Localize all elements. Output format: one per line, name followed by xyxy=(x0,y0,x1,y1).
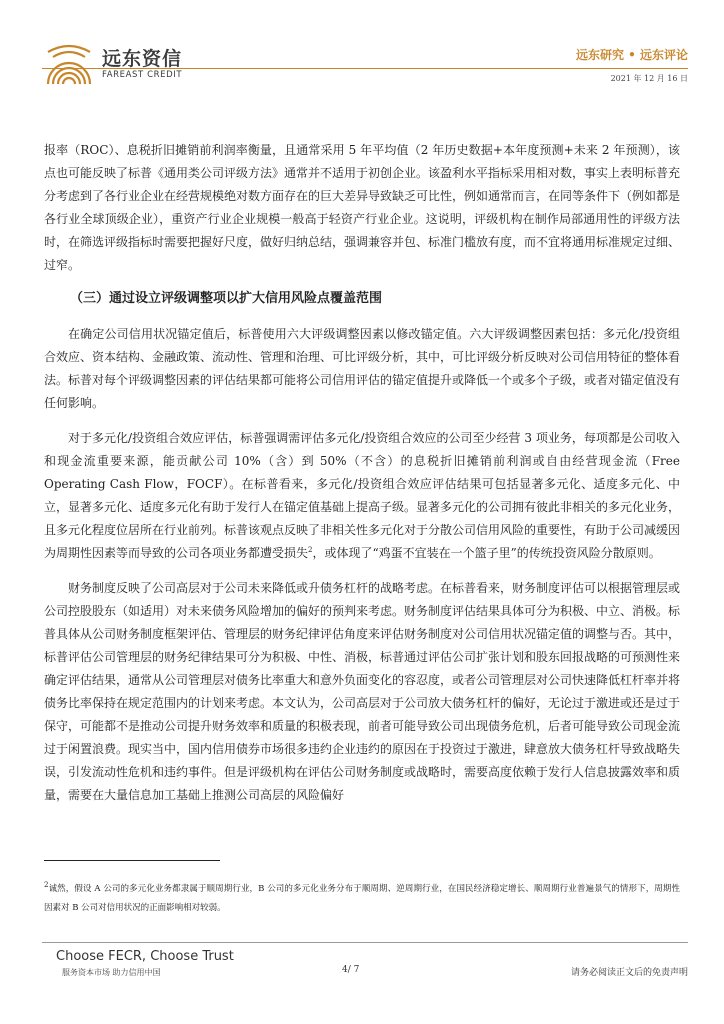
company-logo xyxy=(44,40,204,88)
page-number: 4/ 7 xyxy=(342,965,360,975)
body-paragraph-3-text-b: ，或体现了“鸡蛋不宜装在一个篮子里”的传统投资风险分散原则。 xyxy=(312,546,661,560)
footnote-text: 诚然，假设 A 公司的多元化业务都隶属于顺周期行业，B 公司的多元化业务分布于顺周期、逆周期行业，在国民经济稳定增长、顺周期行业普遍景气的情形下，周期性因素对 B 公司对信用状况的正面影响相对较弱。 xyxy=(44,884,680,913)
footer-subtitle: 服务资本市场 助力信用中国 xyxy=(62,968,161,977)
footer-divider xyxy=(42,942,688,943)
footnote-divider xyxy=(44,860,220,861)
main-content xyxy=(44,139,680,819)
page-header xyxy=(0,0,724,104)
footer-slogan: Choose FECR, Choose Trust xyxy=(56,949,234,964)
report-series: 远东研究 • 远东评论 xyxy=(575,48,688,62)
body-paragraph-3-text-a: 对于多元化/投资组合效应评估，标普强调需评估多元化/投资组合效应的公司至少经营 3 项业务，每项都是公司收入和现金流重要来源，能贡献公司 10%（含）到 50%（不含）的息税折旧摊销前利润或自由经营现金流（Free Operating Cash Flow，FOCF）。在标普看来，多元化/投资组合效应评估结果可包括显著多元化、适度多元化、中立，显著多元化、适度多元化有助于发行人在锚定值基础上提高子级。显著多元化的公司拥有彼此非相关的多元化业务，且多元化程度位居所在行业前列。标普该观点反映了非相关性多元化对于分散公司信用风险的重要性，有助于公司减缓因为周期性因素等而导致的公司各项业务都遭受损失 xyxy=(44,431,681,560)
header-divider xyxy=(42,68,688,69)
body-paragraph-1: 报率（ROC）、息税折旧摊销前利润率衡量，且通常采用 5 年平均值（2 年历史数据+本年度预测+未来 2 年预测），该点也可能反映了标普《通用类公司评级方法》通常并不适用于初创企业。该盈利水平指标采用相对数，事实上表明标普充分考虑到了各行业企业在经营规模绝对数方面存在的巨大差异导致缺乏可比性，例如通常而言，在同等条件下（例如都是各行业全球顶级企业），重资产行业企业规模一般高于轻资产行业企业。这说明，评级机构在制作局部通用性的评级方法时，在筛选评级指标时需要把握好尺度，做好归纳总结，强调兼容并包、标准门槛放有度，而不宜将通用标准规定过细、过窄。 xyxy=(44,143,681,272)
fareast-logo-icon xyxy=(44,40,94,86)
body-paragraph-2: 在确定公司信用状况锚定值后，标普使用六大评级调整因素以修改锚定值。六大评级调整因素包括：多元化/投资组合效应、资本结构、金融政策、流动性、管理和治理、可比评级分析，其中，可比评级分析反映对公司信用特征的整体看法。标普对每个评级调整因素的评估结果都可能将公司信用评估的锚定值提升或降低一个或多个子级，或者对锚定值没有任何影响。 xyxy=(44,327,681,410)
body-paragraph-3 xyxy=(44,427,680,565)
logo-chinese-name: 远东资信 xyxy=(102,48,183,70)
report-date: 2021 年 12 月 16 日 xyxy=(610,74,688,83)
page-footer xyxy=(0,940,724,1024)
logo-english-name: FAREAST CREDIT xyxy=(102,70,183,80)
body-paragraph-4: 财务制度反映了公司高层对于公司未来降低或升债务杠杆的战略考虑。在标普看来，财务制度评估可以根据管理层或公司控股股东（如适用）对未来债务风险增加的偏好的预判来考虑。财务制度评估结果具体可分为积极、中立、消极。标普具体从公司财务制度框架评估、管理层的财务纪律评估角度来评估财务制度对公司信用状况锚定值的调整与否。其中，标普评估公司管理层的财务纪律结果可分为积极、中性、消极，标普通过评估公司扩张计划和股东回报战略的可预测性来确定评估结果，通常从公司管理层对债务比率重大和意外负面变化的容忍度，或者公司管理层对公司快速降低杠杆率并将债务比率保持在规定范围内的计划来考虑。本文认为，公司高层对于公司放大债务杠杆的偏好，无论过于激进或还是过于保守，可能都不是推动公司提升财务效率和质量的积极表现，前者可能导致公司出现债务危机，后者可能导致公司现金流过于闲置浪费。现实当中，国内信用债券市场很多违约企业违约的原因在于投资过于激进，肆意放大债务杠杆导致战略失误，引发流动性危机和违约事件。但是评级机构在评估公司财务制度或战略时，需要高度依赖于发行人信息披露效率和质量，需要在大量信息加工基础上推测公司高层的风险偏好 xyxy=(44,581,681,802)
footnote-mark: 2 xyxy=(44,881,49,890)
footer-disclaimer: 请务必阅读正文后的免责声明 xyxy=(570,968,688,978)
footnote-reference: 2 xyxy=(308,546,313,554)
footnote xyxy=(44,880,680,918)
section-heading: （三）通过设立评级调整项以扩大信用风险点覆盖范围 xyxy=(70,291,383,306)
